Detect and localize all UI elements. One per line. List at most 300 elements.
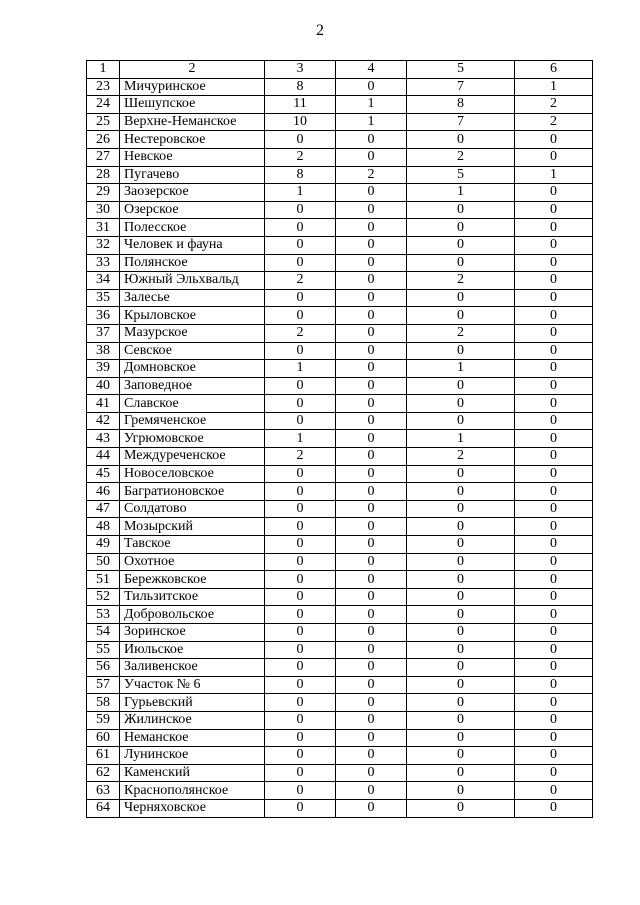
col4-cell: 0 bbox=[336, 430, 407, 448]
col3-cell: 0 bbox=[265, 729, 336, 747]
row-number-cell: 24 bbox=[87, 96, 120, 114]
col6-cell: 0 bbox=[515, 641, 593, 659]
col5-cell: 0 bbox=[407, 201, 515, 219]
name-cell: Неманское bbox=[120, 729, 265, 747]
table-row bbox=[87, 606, 593, 624]
col4-cell: 0 bbox=[336, 324, 407, 342]
col3-cell: 10 bbox=[265, 113, 336, 131]
row-number-cell: 58 bbox=[87, 694, 120, 712]
table-row bbox=[87, 430, 593, 448]
col3-cell: 11 bbox=[265, 96, 336, 114]
column-header: 6 bbox=[515, 61, 593, 79]
col6-cell: 2 bbox=[515, 96, 593, 114]
col6-cell: 0 bbox=[515, 342, 593, 360]
table-row bbox=[87, 360, 593, 378]
name-cell: Заповедное bbox=[120, 377, 265, 395]
col3-cell: 0 bbox=[265, 254, 336, 272]
col5-cell: 0 bbox=[407, 782, 515, 800]
name-cell: Мозырский bbox=[120, 518, 265, 536]
col5-cell: 1 bbox=[407, 430, 515, 448]
col4-cell: 0 bbox=[336, 500, 407, 518]
col5-cell: 0 bbox=[407, 606, 515, 624]
col5-cell: 0 bbox=[407, 219, 515, 237]
name-cell: Полянское bbox=[120, 254, 265, 272]
name-cell: Славское bbox=[120, 395, 265, 413]
col3-cell: 8 bbox=[265, 166, 336, 184]
col5-cell: 0 bbox=[407, 412, 515, 430]
table-row bbox=[87, 676, 593, 694]
col4-cell: 0 bbox=[336, 729, 407, 747]
row-number-cell: 64 bbox=[87, 799, 120, 817]
col6-cell: 0 bbox=[515, 448, 593, 466]
row-number-cell: 43 bbox=[87, 430, 120, 448]
col4-cell: 0 bbox=[336, 377, 407, 395]
name-cell: Добровольское bbox=[120, 606, 265, 624]
col5-cell: 0 bbox=[407, 342, 515, 360]
col5-cell: 0 bbox=[407, 465, 515, 483]
table-row bbox=[87, 412, 593, 430]
name-cell: Зоринское bbox=[120, 624, 265, 642]
col5-cell: 0 bbox=[407, 236, 515, 254]
col5-cell: 0 bbox=[407, 500, 515, 518]
col3-cell: 1 bbox=[265, 360, 336, 378]
col3-cell: 0 bbox=[265, 201, 336, 219]
row-number-cell: 59 bbox=[87, 711, 120, 729]
row-number-cell: 32 bbox=[87, 236, 120, 254]
col6-cell: 0 bbox=[515, 483, 593, 501]
col5-cell: 0 bbox=[407, 764, 515, 782]
name-cell: Домновское bbox=[120, 360, 265, 378]
col4-cell: 0 bbox=[336, 184, 407, 202]
col6-cell: 0 bbox=[515, 430, 593, 448]
table-row bbox=[87, 166, 593, 184]
col3-cell: 0 bbox=[265, 553, 336, 571]
col4-cell: 0 bbox=[336, 659, 407, 677]
col6-cell: 0 bbox=[515, 764, 593, 782]
col3-cell: 0 bbox=[265, 588, 336, 606]
col3-cell: 0 bbox=[265, 483, 336, 501]
col5-cell: 5 bbox=[407, 166, 515, 184]
col6-cell: 0 bbox=[515, 184, 593, 202]
col3-cell: 0 bbox=[265, 377, 336, 395]
col5-cell: 0 bbox=[407, 254, 515, 272]
col5-cell: 0 bbox=[407, 571, 515, 589]
row-number-cell: 29 bbox=[87, 184, 120, 202]
col3-cell: 0 bbox=[265, 799, 336, 817]
table-row bbox=[87, 729, 593, 747]
col4-cell: 0 bbox=[336, 553, 407, 571]
col5-cell: 2 bbox=[407, 272, 515, 290]
col4-cell: 0 bbox=[336, 676, 407, 694]
col3-cell: 8 bbox=[265, 78, 336, 96]
col4-cell: 0 bbox=[336, 483, 407, 501]
table-row bbox=[87, 395, 593, 413]
col3-cell: 0 bbox=[265, 624, 336, 642]
col3-cell: 0 bbox=[265, 694, 336, 712]
col3-cell: 0 bbox=[265, 518, 336, 536]
col5-cell: 0 bbox=[407, 289, 515, 307]
name-cell: Междуреченское bbox=[120, 448, 265, 466]
row-number-cell: 37 bbox=[87, 324, 120, 342]
name-cell: Багратионовское bbox=[120, 483, 265, 501]
col6-cell: 0 bbox=[515, 694, 593, 712]
col3-cell: 2 bbox=[265, 148, 336, 166]
col3-cell: 0 bbox=[265, 536, 336, 554]
name-cell: Участок № 6 bbox=[120, 676, 265, 694]
row-number-cell: 41 bbox=[87, 395, 120, 413]
table-row bbox=[87, 518, 593, 536]
table-row bbox=[87, 711, 593, 729]
col4-cell: 1 bbox=[336, 96, 407, 114]
name-cell: Июльское bbox=[120, 641, 265, 659]
table-row bbox=[87, 588, 593, 606]
table-row bbox=[87, 236, 593, 254]
row-number-cell: 62 bbox=[87, 764, 120, 782]
name-cell: Краснополянское bbox=[120, 782, 265, 800]
col4-cell: 0 bbox=[336, 148, 407, 166]
col4-cell: 0 bbox=[336, 131, 407, 149]
col3-cell: 0 bbox=[265, 641, 336, 659]
table-row bbox=[87, 571, 593, 589]
name-cell: Невское bbox=[120, 148, 265, 166]
row-number-cell: 40 bbox=[87, 377, 120, 395]
col3-cell: 0 bbox=[265, 236, 336, 254]
name-cell: Крыловское bbox=[120, 307, 265, 325]
table-row bbox=[87, 201, 593, 219]
row-number-cell: 54 bbox=[87, 624, 120, 642]
table-row bbox=[87, 184, 593, 202]
name-cell: Гремяченское bbox=[120, 412, 265, 430]
col3-cell: 2 bbox=[265, 272, 336, 290]
col4-cell: 0 bbox=[336, 307, 407, 325]
name-cell: Пугачево bbox=[120, 166, 265, 184]
row-number-cell: 33 bbox=[87, 254, 120, 272]
row-number-cell: 47 bbox=[87, 500, 120, 518]
row-number-cell: 25 bbox=[87, 113, 120, 131]
col6-cell: 0 bbox=[515, 289, 593, 307]
name-cell: Солдатово bbox=[120, 500, 265, 518]
col4-cell: 0 bbox=[336, 412, 407, 430]
col5-cell: 7 bbox=[407, 78, 515, 96]
col6-cell: 0 bbox=[515, 201, 593, 219]
table-row bbox=[87, 377, 593, 395]
row-number-cell: 51 bbox=[87, 571, 120, 589]
row-number-cell: 35 bbox=[87, 289, 120, 307]
col5-cell: 0 bbox=[407, 483, 515, 501]
col4-cell: 0 bbox=[336, 606, 407, 624]
table-row bbox=[87, 641, 593, 659]
col6-cell: 0 bbox=[515, 782, 593, 800]
col5-cell: 0 bbox=[407, 659, 515, 677]
col6-cell: 0 bbox=[515, 711, 593, 729]
row-number-cell: 28 bbox=[87, 166, 120, 184]
col3-cell: 0 bbox=[265, 342, 336, 360]
col6-cell: 0 bbox=[515, 307, 593, 325]
name-cell: Тильзитское bbox=[120, 588, 265, 606]
name-cell: Угрюмовское bbox=[120, 430, 265, 448]
name-cell: Заозерское bbox=[120, 184, 265, 202]
name-cell: Мазурское bbox=[120, 324, 265, 342]
name-cell: Каменский bbox=[120, 764, 265, 782]
col3-cell: 0 bbox=[265, 676, 336, 694]
col4-cell: 0 bbox=[336, 782, 407, 800]
table-row bbox=[87, 113, 593, 131]
col6-cell: 0 bbox=[515, 377, 593, 395]
col3-cell: 0 bbox=[265, 606, 336, 624]
col5-cell: 0 bbox=[407, 377, 515, 395]
col3-cell: 0 bbox=[265, 219, 336, 237]
column-header: 2 bbox=[120, 61, 265, 79]
col5-cell: 0 bbox=[407, 799, 515, 817]
col6-cell: 0 bbox=[515, 606, 593, 624]
col3-cell: 2 bbox=[265, 324, 336, 342]
col5-cell: 8 bbox=[407, 96, 515, 114]
table-row bbox=[87, 254, 593, 272]
col3-cell: 0 bbox=[265, 289, 336, 307]
col4-cell: 0 bbox=[336, 465, 407, 483]
name-cell: Озерское bbox=[120, 201, 265, 219]
col6-cell: 0 bbox=[515, 412, 593, 430]
col5-cell: 0 bbox=[407, 729, 515, 747]
table-row bbox=[87, 747, 593, 765]
col6-cell: 0 bbox=[515, 536, 593, 554]
row-number-cell: 52 bbox=[87, 588, 120, 606]
col6-cell: 0 bbox=[515, 131, 593, 149]
name-cell: Залесье bbox=[120, 289, 265, 307]
name-cell: Гурьевский bbox=[120, 694, 265, 712]
table-header-row bbox=[87, 61, 593, 79]
col4-cell: 0 bbox=[336, 360, 407, 378]
row-number-cell: 44 bbox=[87, 448, 120, 466]
col6-cell: 1 bbox=[515, 166, 593, 184]
name-cell: Лунинское bbox=[120, 747, 265, 765]
table-row bbox=[87, 289, 593, 307]
col6-cell: 0 bbox=[515, 360, 593, 378]
col5-cell: 0 bbox=[407, 694, 515, 712]
col5-cell: 0 bbox=[407, 624, 515, 642]
col6-cell: 0 bbox=[515, 465, 593, 483]
row-number-cell: 30 bbox=[87, 201, 120, 219]
col3-cell: 0 bbox=[265, 711, 336, 729]
page-number: 2 bbox=[316, 22, 324, 39]
col3-cell: 0 bbox=[265, 571, 336, 589]
col4-cell: 2 bbox=[336, 166, 407, 184]
name-cell: Новоселовское bbox=[120, 465, 265, 483]
table-row bbox=[87, 219, 593, 237]
name-cell: Заливенское bbox=[120, 659, 265, 677]
table-row bbox=[87, 500, 593, 518]
col5-cell: 2 bbox=[407, 324, 515, 342]
col3-cell: 0 bbox=[265, 307, 336, 325]
row-number-cell: 46 bbox=[87, 483, 120, 501]
name-cell: Тавское bbox=[120, 536, 265, 554]
col5-cell: 2 bbox=[407, 148, 515, 166]
row-number-cell: 63 bbox=[87, 782, 120, 800]
table-row bbox=[87, 131, 593, 149]
col3-cell: 1 bbox=[265, 430, 336, 448]
row-number-cell: 31 bbox=[87, 219, 120, 237]
col4-cell: 0 bbox=[336, 219, 407, 237]
row-number-cell: 26 bbox=[87, 131, 120, 149]
table-row bbox=[87, 624, 593, 642]
col4-cell: 0 bbox=[336, 711, 407, 729]
col5-cell: 0 bbox=[407, 588, 515, 606]
name-cell: Бережковское bbox=[120, 571, 265, 589]
col6-cell: 0 bbox=[515, 624, 593, 642]
col6-cell: 0 bbox=[515, 148, 593, 166]
col5-cell: 0 bbox=[407, 676, 515, 694]
col3-cell: 2 bbox=[265, 448, 336, 466]
col4-cell: 0 bbox=[336, 448, 407, 466]
col6-cell: 0 bbox=[515, 588, 593, 606]
name-cell: Охотное bbox=[120, 553, 265, 571]
table-row bbox=[87, 307, 593, 325]
col5-cell: 0 bbox=[407, 395, 515, 413]
name-cell: Жилинское bbox=[120, 711, 265, 729]
row-number-cell: 53 bbox=[87, 606, 120, 624]
name-cell: Шешупское bbox=[120, 96, 265, 114]
row-number-cell: 56 bbox=[87, 659, 120, 677]
col6-cell: 0 bbox=[515, 236, 593, 254]
table-row bbox=[87, 448, 593, 466]
row-number-cell: 42 bbox=[87, 412, 120, 430]
col5-cell: 0 bbox=[407, 641, 515, 659]
col6-cell: 0 bbox=[515, 395, 593, 413]
col4-cell: 1 bbox=[336, 113, 407, 131]
column-header: 5 bbox=[407, 61, 515, 79]
table-row bbox=[87, 148, 593, 166]
row-number-cell: 38 bbox=[87, 342, 120, 360]
row-number-cell: 48 bbox=[87, 518, 120, 536]
row-number-cell: 49 bbox=[87, 536, 120, 554]
name-cell: Мичуринское bbox=[120, 78, 265, 96]
name-cell: Человек и фауна bbox=[120, 236, 265, 254]
col5-cell: 0 bbox=[407, 307, 515, 325]
row-number-cell: 36 bbox=[87, 307, 120, 325]
col5-cell: 0 bbox=[407, 747, 515, 765]
col3-cell: 0 bbox=[265, 412, 336, 430]
col4-cell: 0 bbox=[336, 588, 407, 606]
col6-cell: 0 bbox=[515, 500, 593, 518]
row-number-cell: 61 bbox=[87, 747, 120, 765]
table-row bbox=[87, 342, 593, 360]
row-number-cell: 55 bbox=[87, 641, 120, 659]
col4-cell: 0 bbox=[336, 289, 407, 307]
col4-cell: 0 bbox=[336, 764, 407, 782]
name-cell: Черняховское bbox=[120, 799, 265, 817]
col5-cell: 1 bbox=[407, 184, 515, 202]
col6-cell: 0 bbox=[515, 272, 593, 290]
col4-cell: 0 bbox=[336, 624, 407, 642]
table-row bbox=[87, 694, 593, 712]
table-row bbox=[87, 799, 593, 817]
name-cell: Севское bbox=[120, 342, 265, 360]
col3-cell: 0 bbox=[265, 465, 336, 483]
col5-cell: 2 bbox=[407, 448, 515, 466]
col6-cell: 2 bbox=[515, 113, 593, 131]
col5-cell: 0 bbox=[407, 131, 515, 149]
col6-cell: 0 bbox=[515, 747, 593, 765]
col4-cell: 0 bbox=[336, 799, 407, 817]
row-number-cell: 50 bbox=[87, 553, 120, 571]
row-number-cell: 57 bbox=[87, 676, 120, 694]
table-row bbox=[87, 659, 593, 677]
col3-cell: 1 bbox=[265, 184, 336, 202]
col3-cell: 0 bbox=[265, 395, 336, 413]
row-number-cell: 23 bbox=[87, 78, 120, 96]
col6-cell: 0 bbox=[515, 729, 593, 747]
col6-cell: 0 bbox=[515, 553, 593, 571]
col3-cell: 0 bbox=[265, 131, 336, 149]
col3-cell: 0 bbox=[265, 764, 336, 782]
col4-cell: 0 bbox=[336, 342, 407, 360]
col4-cell: 0 bbox=[336, 536, 407, 554]
table-body bbox=[87, 61, 593, 818]
col3-cell: 0 bbox=[265, 500, 336, 518]
col4-cell: 0 bbox=[336, 236, 407, 254]
row-number-cell: 45 bbox=[87, 465, 120, 483]
table-row bbox=[87, 96, 593, 114]
col5-cell: 1 bbox=[407, 360, 515, 378]
col3-cell: 0 bbox=[265, 747, 336, 765]
col6-cell: 0 bbox=[515, 219, 593, 237]
col4-cell: 0 bbox=[336, 254, 407, 272]
col6-cell: 0 bbox=[515, 799, 593, 817]
row-number-cell: 39 bbox=[87, 360, 120, 378]
table-row bbox=[87, 465, 593, 483]
col5-cell: 0 bbox=[407, 711, 515, 729]
row-number-cell: 27 bbox=[87, 148, 120, 166]
col3-cell: 0 bbox=[265, 659, 336, 677]
col4-cell: 0 bbox=[336, 78, 407, 96]
name-cell: Верхне-Неманское bbox=[120, 113, 265, 131]
col6-cell: 0 bbox=[515, 659, 593, 677]
table-row bbox=[87, 782, 593, 800]
row-number-cell: 34 bbox=[87, 272, 120, 290]
table-row bbox=[87, 272, 593, 290]
col5-cell: 7 bbox=[407, 113, 515, 131]
col6-cell: 1 bbox=[515, 78, 593, 96]
col4-cell: 0 bbox=[336, 395, 407, 413]
col6-cell: 0 bbox=[515, 518, 593, 536]
table-row bbox=[87, 483, 593, 501]
col4-cell: 0 bbox=[336, 201, 407, 219]
column-header: 4 bbox=[336, 61, 407, 79]
col5-cell: 0 bbox=[407, 536, 515, 554]
row-number-cell: 60 bbox=[87, 729, 120, 747]
name-cell: Южный Эльхвальд bbox=[120, 272, 265, 290]
col6-cell: 0 bbox=[515, 571, 593, 589]
col4-cell: 0 bbox=[336, 694, 407, 712]
name-cell: Нестеровское bbox=[120, 131, 265, 149]
data-table bbox=[86, 60, 593, 818]
table-row bbox=[87, 764, 593, 782]
name-cell: Полесское bbox=[120, 219, 265, 237]
col4-cell: 0 bbox=[336, 747, 407, 765]
col4-cell: 0 bbox=[336, 641, 407, 659]
col6-cell: 0 bbox=[515, 676, 593, 694]
col5-cell: 0 bbox=[407, 518, 515, 536]
column-header: 1 bbox=[87, 61, 120, 79]
col3-cell: 0 bbox=[265, 782, 336, 800]
table-row bbox=[87, 553, 593, 571]
table-row bbox=[87, 324, 593, 342]
col6-cell: 0 bbox=[515, 324, 593, 342]
table-row bbox=[87, 78, 593, 96]
col4-cell: 0 bbox=[336, 518, 407, 536]
column-header: 3 bbox=[265, 61, 336, 79]
col4-cell: 0 bbox=[336, 272, 407, 290]
